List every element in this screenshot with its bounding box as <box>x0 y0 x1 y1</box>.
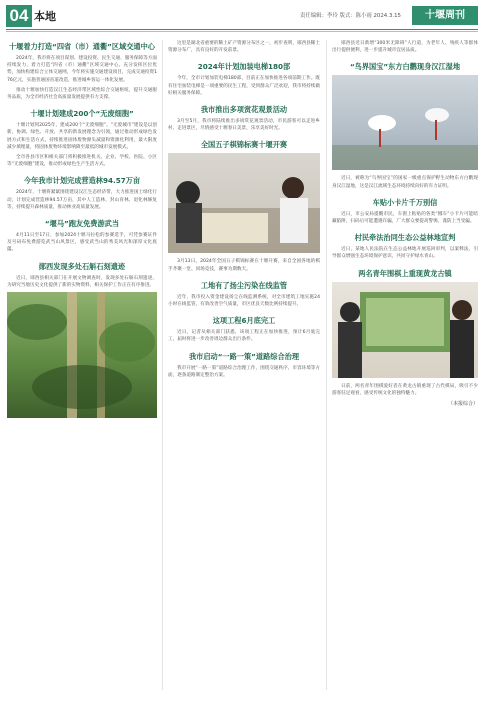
article-paragraph: 今年，全市计划加装电梯180部，目前正在加快推进各项前期工作。既有住宅加装电梯是一项重要的民生工程，受到群众广泛欢迎，我市将持续做好相关服务保障。 <box>168 76 320 96</box>
column-1 <box>7 40 157 695</box>
source-note: （本报综合） <box>447 401 478 408</box>
chess-match-photo <box>168 153 320 253</box>
article-title: 今年我市计划完成营造林94.57万亩 <box>23 176 141 186</box>
article-paragraph: 近日，郧西县相关部门在开展文物调查时，发现多处石斛石刻遗迹，为研究当地历史文化提供了新的实物资料，相关保护工作正在有序推进。 <box>7 275 157 288</box>
article-title: “鸟界国宝”东方白鹳现身汉江湿地 <box>349 62 461 72</box>
article-paragraph: 近日，记者从相关部门获悉，该项工程正在加快推进，预计6月底完工，届时将进一步改善周边群众出行条件。 <box>168 330 320 343</box>
article-title: 十堰着力打造“四省（市）通衢”区域交通中心 <box>8 42 155 51</box>
article-title: 十堰计划建成200个“无废细胞” <box>30 109 134 119</box>
article-title: 工地有了扬尘污染在线监管 <box>200 280 288 290</box>
article-paragraph: 4月11日至17日，参加2024十堰马拉松的参赛选手，可凭参赛证件及号码布免费游览武当山风景区，感受武当山的秀美风光和深厚文化底蕴。 <box>7 233 157 253</box>
column-2 <box>168 40 320 695</box>
article-title: 我市启动“一路一策”道路综合治理 <box>188 351 300 361</box>
column-divider <box>162 40 163 690</box>
bamboo-photo <box>7 292 157 418</box>
people-with-painting-photo <box>332 282 478 378</box>
article-paragraph: 十堰计划到2025年，建成200个“无废细胞”。“无废城市”建设是以创新、协调、绿色、开放、共享的新发展理念为引领，通过推动形成绿色发展方式和生活方式，持续推进固体废物源头减量和资源化利用，最大限度减少填埋量，将固体废物环境影响降至最低的城市发展模式。 <box>7 123 157 150</box>
article-paragraph: 3月13日，2024年全国五子棋锦标赛在十堰开赛，来自全国各地的棋手齐聚一堂、同场竞技，赛事为期数天。 <box>168 259 320 272</box>
article-title: 郧西发现多处石斛石刻遗迹 <box>38 261 126 271</box>
article-title: 全国五子棋锦标赛十堰开赛 <box>200 140 288 150</box>
article-paragraph: 近日，被称为“鸟界国宝”的国家一级重点保护野生动物东方白鹳现身汉江湿地，这是汉江流域生态环境持续向好的有力证明。 <box>332 176 478 189</box>
article-paragraph: 我市开展“一路一策”道路综合治理工作，围绕交通秩序、市容环境等方面，逐条道路制定整治方案。 <box>168 365 320 378</box>
article-paragraph: 推动十堰加快打造汉江生态经济带区域性综合交通枢纽，提升交通服务品质，为全市经济社会高质量发展提供有力支撑。 <box>7 87 157 101</box>
column-divider <box>326 40 327 690</box>
article-paragraph: 全市各县市区和相关部门将积极推进机关、企业、学校、医院、小区等“无废细胞”建设，推动形成绿色生产生活方式。 <box>7 155 157 168</box>
article-paragraph: 3月至5月，我市将陆续推出多项赏花观景活动，市民游客可以走进乡村、走进景区，尽情感受十堰春日美景，乐享美好时光。 <box>168 119 320 132</box>
stork-photo <box>332 75 478 170</box>
article-paragraph: 日前，两名青年围棋爱好者在黄龙古镇重现了古代棋局，吸引不少游客驻足观看，感受传统文化的独特魅力。 <box>332 383 478 396</box>
article-paragraph: 近日，某地人民法院在生态公益林地开展巡回审判，以案释法，引导群众增强生态环境保护意识，共同守护绿水青山。 <box>332 247 478 260</box>
brand-logo: 十堰周刊 <box>412 6 478 25</box>
page-number: 04 <box>6 5 32 27</box>
article-title: 村民牵法治同生态公益林地宣判 <box>354 233 456 243</box>
header-rule-thin <box>6 31 478 32</box>
article-title: 两名青年围棋上重现黄龙古镇 <box>358 268 452 278</box>
article-paragraph: 这里是湖北省重要的稀土矿产资源分布区之一，初步查明，郧西县稀土资源分布广，具有良好的开发前景。 <box>168 41 320 54</box>
article-title: 我市推出多项赏花观景活动 <box>200 105 288 115</box>
article-paragraph: 近日，市公安局提醒市民，车窗上粘贴的各类“挪车”小卡片可能暗藏陷阱，扫码后可能遭遇诈骗，广大群众要提高警惕，谨防上当受骗。 <box>332 211 478 225</box>
article-paragraph: 2024年，十堰将紧紧围绕建设汉江生态经济带，大力推进国土绿化行动，计划完成营造林94.57万亩，其中人工造林、封山育林、退化林修复等，持续提升森林质量，推动林业高质量发展。 <box>7 190 157 210</box>
article-paragraph: 近年，我市投入资金建设扬尘在线监测系统，对全市建筑工地实施24小时在线监管，有效改善空气质量，市区优良天数比例持续提升。 <box>168 294 320 308</box>
header-rule <box>6 29 478 30</box>
article-paragraph: 2024年，我市将在项目谋划、建设投资、民生交通、服务保障等方面持续发力，着力打造“四省（市）通衢”区域交通中心。充分发挥区位优势，加快构建综合立体交通网，今年将实施交通建设项目，完成交通投资176亿元，实施普通国省道改造，推进城乡客运一体化发展。 <box>7 56 157 83</box>
article-title: 2024年计划加装电梯180部 <box>197 62 291 72</box>
page-header <box>0 0 484 34</box>
editor-meta: 责任编辑：李玲 版式：陈小雨 2024.3.15 <box>300 13 401 19</box>
column-3 <box>332 40 478 695</box>
article-paragraph: 郧西县近日新增“300米无障碍”人行道，为老年人、残疾人等群体出行提供便利，进一步提升城市宜居品质。 <box>332 41 478 54</box>
article-title: 这项工程6月底完工 <box>212 316 276 326</box>
article-title: 车贴小卡片千万别信 <box>372 197 438 207</box>
section-title: 本地 <box>34 10 56 23</box>
article-title: “堰马”跑友免费游武当 <box>44 219 120 229</box>
